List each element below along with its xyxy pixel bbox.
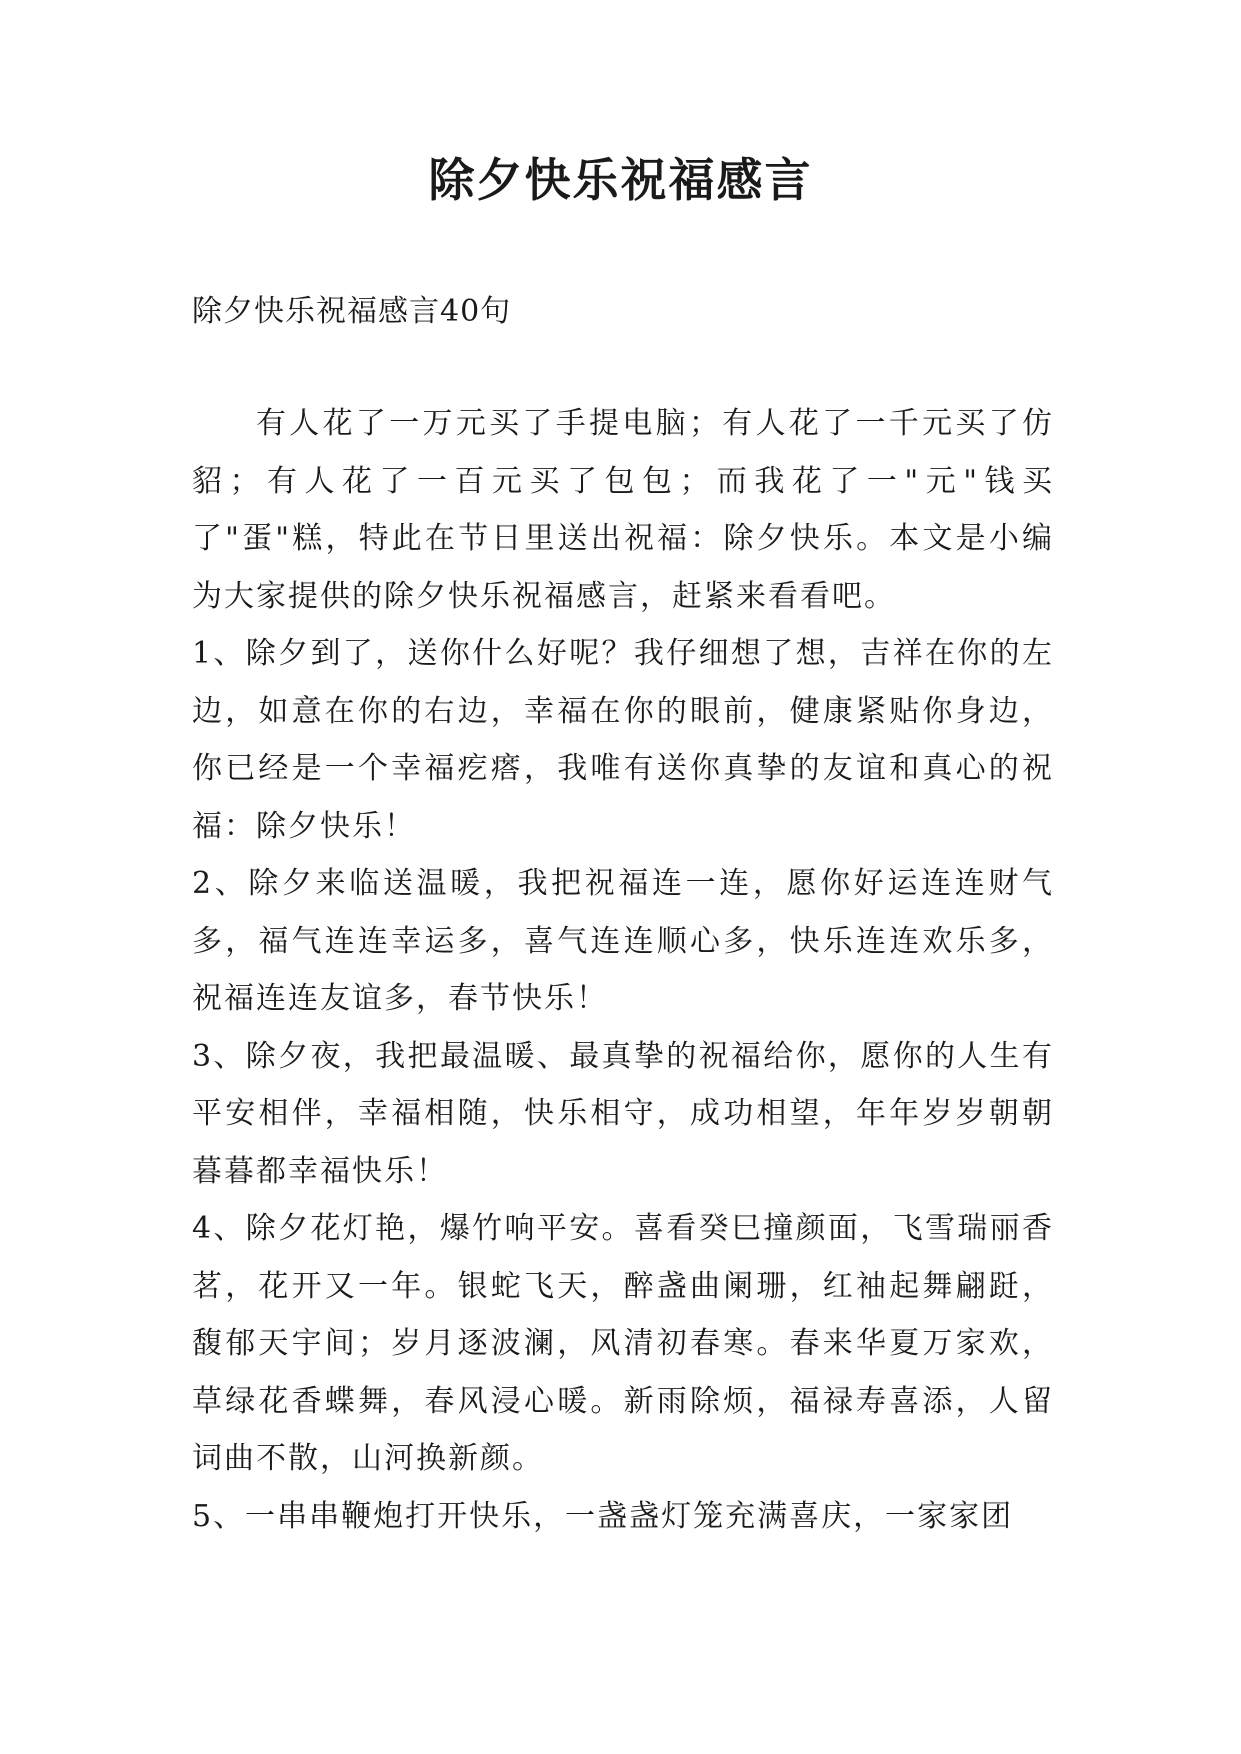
blessing-item-2: 2、除夕来临送温暖，我把祝福连一连，愿你好运连连财气多，福气连连幸运多，喜气连连顺心多，快乐连连欢乐多，祝福连连友谊多，春节快乐！: [192, 866, 1054, 1016]
document-subtitle: 除夕快乐祝福感言40句: [192, 294, 512, 329]
blessing-item-5: 5、一串串鞭炮打开快乐，一盏盏灯笼充满喜庆，一家家团: [192, 1498, 1014, 1534]
intro-paragraph: 有人花了一万元买了手提电脑；有人花了一千元买了仿貂；有人花了一百元买了包包；而我花了一"元"钱买了"蛋"糕，特此在节日里送出祝福：除夕快乐。本文是小编为大家提供的除夕快乐祝福感言，赶紧来看看吧。: [192, 406, 1054, 614]
blessing-item-4: 4、除夕花灯艳，爆竹响平安。喜看癸巳撞颜面，飞雪瑞丽香茗，花开又一年。银蛇飞天，醉盏曲阑珊，红袖起舞翩跹，馥郁天宇间；岁月逐波澜，风清初春寒。春来华夏万家欢，草绿花香蝶舞，春风浸心暖。新雨除烦，福禄寿喜添，人留词曲不散，山河换新颜。: [192, 1211, 1054, 1476]
blessing-item-1: 1、除夕到了，送你什么好呢？我仔细想了想，吉祥在你的左边，如意在你的右边，幸福在你的眼前，健康紧贴你身边，你已经是一个幸福疙瘩，我唯有送你真挚的友谊和真心的祝福：除夕快乐！: [192, 636, 1054, 844]
blessing-item-3: 3、除夕夜，我把最温暖、最真挚的祝福给你，愿你的人生有平安相伴，幸福相随，快乐相守，成功相望，年年岁岁朝朝暮暮都幸福快乐！: [192, 1038, 1054, 1189]
document-title: 除夕快乐祝福感言: [428, 153, 813, 207]
document-body: [192, 284, 1054, 1545]
